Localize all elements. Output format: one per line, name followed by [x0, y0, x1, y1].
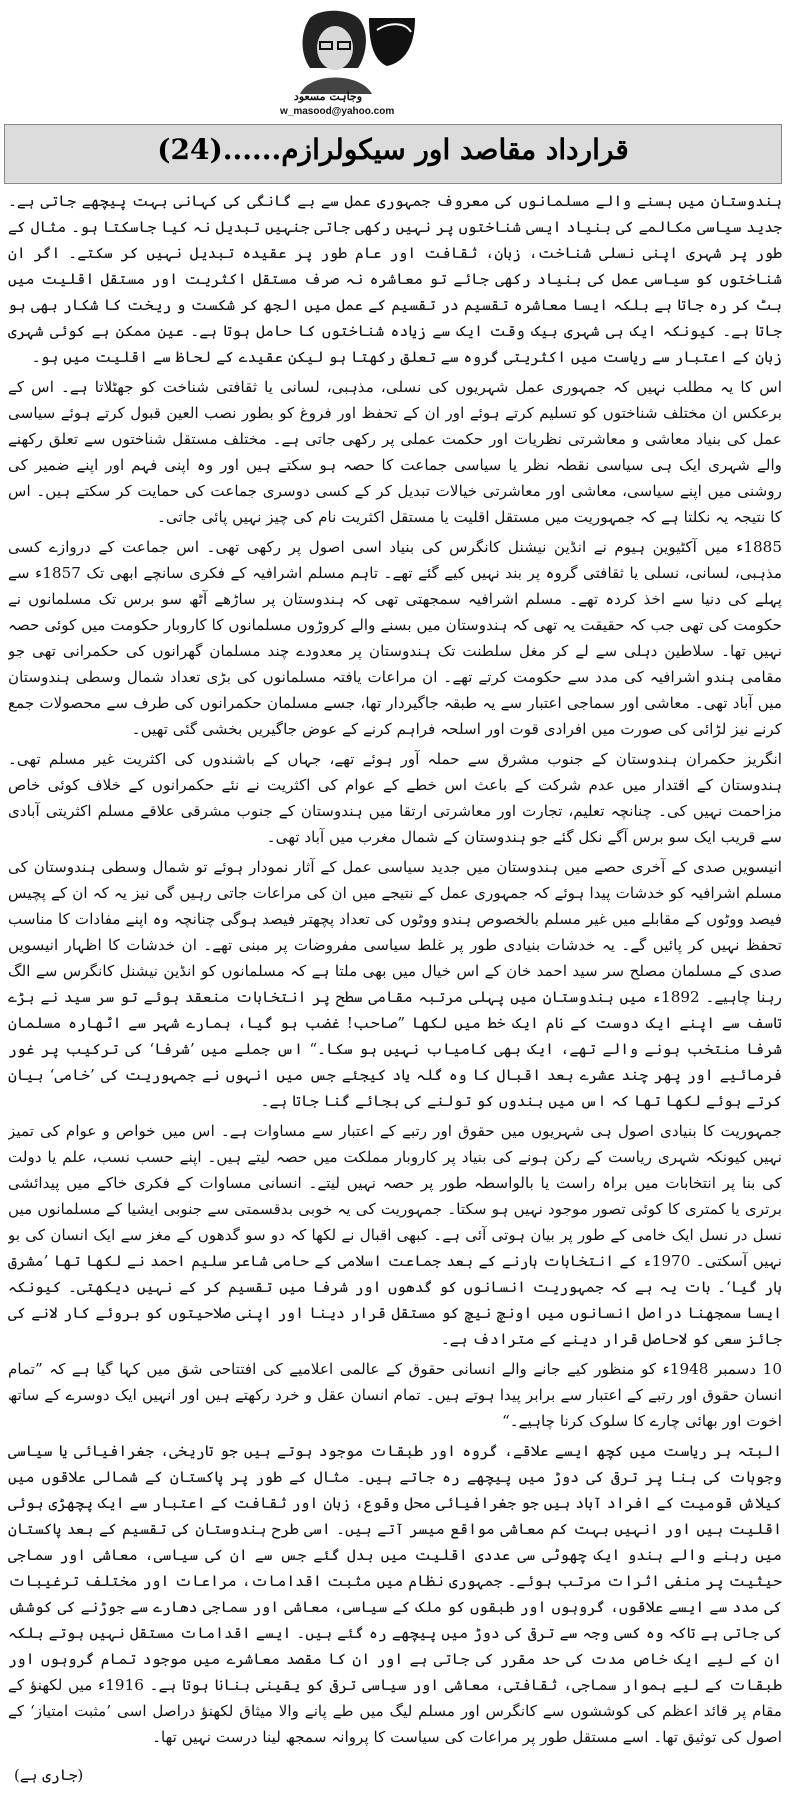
paragraph: 1885ء میں آکٹیوین ہیوم نے انڈین نیشنل کانگرس کی بنیاد اسی اصول پر رکھی تھی۔ اس جماعت کے دروازے کسی مذہبی، لسانی، نسلی یا ثقافتی گروہ پر بند نہیں کیے گئے تھے۔ تاہم مسلم اشرافیہ کے فکری سانچے ابھی تک 1857ء سے پہلے کی دنیا سے اخذ کردہ تھے۔ مسلم اشرافیہ سمجھتی تھی کہ ہندوستان پر ساڑھے آٹھ سو برس تک مسلمانوں نے حکومت کی تھی جب کہ حقیقت یہ تھی کہ ہندوستان میں بسنے والے کروڑوں مسلمانوں کا کاروبار حکومت میں کوئی حصہ نہیں تھا۔ سلاطین دہلی سے لے کر مغل سلطنت تک ہندوستان پر معدودے چند مسلمان گھرانوں کی حکمرانی تھی جو مقامی ہندو اشرافیہ کی مدد سے حکومت کرتے تھے۔ ان مراعات یافتہ مسلمانوں کی بڑی تعداد شمال وسطی ہندوستان میں آباد تھی۔ معاشی اور سماجی اعتبار سے یہ طبقہ جاگیردار تھا، جسے مسلمان حکمرانوں کی طرف سے محصولات جمع کرنے نیز لڑائی کی صورت میں افرادی قوت اور اسلحہ فراہم کرنے کے عوض جاگیریں بخشی گئی تھیں۔	[8, 538, 782, 738]
author-name: وجاہت مسعود	[293, 90, 363, 103]
author-email: w_masood@yahoo.com	[280, 106, 395, 117]
paragraph: اس کا یہ مطلب نہیں کہ جمہوری عمل شہریوں کی نسلی، مذہبی، لسانی یا ثقافتی شناخت کو جھٹلاتا ہے۔ اس کے برعکس ان مختلف شناختوں کو تسلیم کرتے ہوئے اور ان کے تحفظ اور فروغ کو بطور نصب العین قبول کرتے ہوئے سیاسی عمل کی بنیاد معاشی و معاشرتی نظریات اور حکمت عملی پر رکھی جاتی ہے۔ مختلف مستقل شناختوں سے تعلق رکھنے والے شہری ایک ہی سیاسی نقطہ نظر یا سیاسی جماعت کا حصہ ہو سکتے ہیں اور وہ اپنی فہم اور اپنے ضمیر کی روشنی میں اپنے سیاسی، معاشی اور معاشرتی خیالات تبدیل کر کے کسی دوسری جماعت کی حمایت کر سکتے ہیں۔ اس کا نتیجہ یہ نکلتا ہے کہ جمہوریت میں مستقل اقلیت یا مستقل اکثریت نام کی چیز نہیں پائی جاتی۔	[8, 378, 782, 526]
paragraph: ہندوستان میں بسنے والے مسلمانوں کی معروف جمہوری عمل سے بے گانگی کی کہانی بہت پیچھے جاتی ہے۔ جدید سیاسی مکالمے کی بنیاد ایسی شناختوں پر نہیں رکھی جاتی جنہیں تبدیل نہ کیا جاسکتا ہو۔ مثال کے طور پر شہری اپنی نسلی شناخت، زبان، ثقافت اور عام طور پر عقیدہ تبدیل نہیں کر سکتے۔ اگر ان شناختوں کو سیاسی عمل کی بنیاد رکھی جائے تو معاشرہ نہ صرف مستقل اکثریت اور مستقل اقلیت میں بٹ کر رہ جاتا ہے بلکہ ایسا معاشرہ تقسیم در تقسیم کے عمل میں الجھ کر شکست و ریخت کا شکار بھی ہو جاتا ہے۔ کیونکہ ایک ہی شہری بیک وقت ایک سے زیادہ شناختوں کا حامل ہوتا ہے۔ عین ممکن ہے کوئی شہری زبان کے اعتبار سے ریاست میں اکثریتی گروہ سے تعلق رکھتا ہو لیکن عقیدے کے لحاظ سے اقلیت میں ہو۔	[8, 192, 782, 366]
paragraph: انیسویں صدی کے آخری حصے میں ہندوستان میں جدید سیاسی عمل کے آثار نمودار ہوئے تو شمال وسطی ہندوستان کی مسلم اشرافیہ کو خدشات پیدا ہوئے کہ جمہوری عمل کے نتیجے میں ان کی مراعات جاتی رہیں گی نیز یہ کہ ان کے پچیس فیصد ووٹوں کے مقابلے میں غیر مسلم بالخصوص ہندو ووٹوں کی تعداد پچھتر فیصد ہوگی چنانچہ وہ اپنے مفادات کا مناسب تحفظ نہیں کر پائیں گے۔ یہ خدشات بنیادی طور پر غلط سیاسی مفروضات پر مبنی تھے۔ ان خدشات کا اظہار انیسویں صدی کے مسلمان مصلح سر سید احمد خان کے اس خیال میں بھی ملتا ہے کہ مسلمانوں کو انڈین نیشنل کانگرس سے الگ رہنا چاہیے۔ 1892ء میں ہندوستان میں پہلی مرتبہ مقامی سطح پر انتخابات منعقد ہوئے تو سر سید نے بڑے تاسف سے اپنے ایک دوست کے نام ایک خط میں لکھا ”صاحب! غضب ہو گیا، ہمارے شہر سے اٹھارہ مسلمان شرفا منتخب ہونے والے تھے، ایک بھی کامیاب نہیں ہو سکا۔“ اس جملے میں ’شرفا‘ کی ترکیب پر غور فرمائیے اور پھر چند عشرے بعد اقبال کا وہ گلہ یاد کیجئے جس میں انہوں نے جمہوریت کی ’خامی‘ بیان کرتے ہوئے لکھا تھا کہ اس میں بندوں کو تولنے کی بجائے گنا جاتا ہے۔	[8, 858, 782, 1110]
column-byline	[270, 6, 420, 118]
paragraph: انگریز حکمران ہندوستان کے جنوب مشرق سے حملہ آور ہوئے تھے، جہاں کے باشندوں کی اکثریت غیر مسلم تھی۔ ہندوستان کے اقتدار میں عدم شرکت کے باعث اس خطے کے عوام کی اکثریت نے نئے حکمرانوں کے خلاف کوئی خاص مزاحمت نہیں کی۔ چنانچہ تعلیم، تجارت اور معاشرتی ارتقا میں ہندوستان کے جنوب مشرقی علاقے مسلم اکثریتی آبادی سے قریب ایک سو برس آگے نکل گئے جو ہندوستان کے شمال مغرب میں آباد تھی۔	[8, 750, 782, 846]
continuation-note: (جاری ہے)	[14, 1766, 84, 1784]
article-body	[8, 188, 782, 1768]
title-banner	[4, 124, 782, 184]
paragraph: 10 دسمبر 1948ء کو منظور کیے جانے والے انسانی حقوق کے عالمی اعلامیے کی افتتاحی شق میں کہا گیا ہے کہ ”تمام انسان حقوق اور رتبے کے اعتبار سے برابر پیدا ہوتے ہیں۔ تمام انسان عقل و خرد رکھتے ہیں اور انہیں ایک دوسرے کے ساتھ اخوت اور بھائی چارے کا سلوک کرنا چاہیے۔“	[8, 1360, 782, 1430]
column-logo-icon	[365, 12, 419, 68]
paragraph: البتہ ہر ریاست میں کچھ ایسے علاقے، گروہ اور طبقات موجود ہوتے ہیں جو تاریخی، جغرافیائی یا سیاسی وجوہات کی بنا پر ترقی کی دوڑ میں پیچھے رہ جاتے ہیں۔ مثال کے طور پر پاکستان کے شمالی علاقوں میں کیلاش قومیت کے افراد آباد ہیں جو جغرافیائی محل وقوع، زبان اور ثقافت کے اعتبار سے ایک پچھڑی ہوئی اقلیت ہیں اور انہیں بہت کم معاشی مواقع میسر آتے ہیں۔ اسی طرح ہندوستان کی تقسیم کے بعد پاکستان میں رہنے والے ہندو ایک چھوٹی سی عددی اقلیت میں بدل گئے جس سے ان کی سیاسی، معاشی اور سماجی حیثیت پر منفی اثرات مرتب ہوئے۔ جمہوری نظام میں مثبت اقدامات، مراعات اور مختلف ترغیبات کی مدد سے ایسے علاقوں، گروہوں اور طبقوں کو ملک کے سیاسی، معاشی اور سماجی دھارے سے جوڑنے کی کوشش کی جاتی ہے تاکہ وہ کسی وجہ سے ترقی کی دوڑ میں پیچھے رہ گئے ہیں۔ ایسے اقدامات مستقل نہیں ہوتے بلکہ ان کے لیے ایک خاص مدت کی حد مقرر کی جاتی ہے اور ان کا مقصد معاشرے میں موجود تمام گروہوں اور طبقات کے لیے ہموار سماجی، ثقافتی، معاشی اور سیاسی ترقی کو یقینی بنانا ہوتا ہے۔ 1916ء میں لکھنؤ کے مقام پر قائد اعظم کی کوششوں سے کانگرس اور مسلم لیگ میں طے پانے والا میثاق لکھنؤ دراصل اسی ’مثبت امتیاز‘ کے اصول کی توثیق تھا۔ اسے مستقل طور پر مراعات کی سیاست کا پروانہ سمجھ لینا درست نہیں تھا۔	[8, 1442, 782, 1746]
article-title: قرارداد مقاصد اور سیکولرازم......(24)	[157, 133, 629, 166]
paragraph: جمہوریت کا بنیادی اصول ہی شہریوں میں حقوق اور رتبے کے اعتبار سے مساوات ہے۔ اس میں خواص و عوام کی تمیز نہیں کیونکہ شہری ریاست کے رکن ہونے کی بنیاد پر کاروبار مملکت میں حصہ لیتے ہیں۔ اپنے حسب نسب، علم یا دولت کی بنا پر انتخابات میں براہ راست یا بالواسطہ طور پر حصہ نہیں لیتے۔ انسانی مساوات کے فکری خاکے میں پیدائشی برتری یا کمتری کا کوئی تصور موجود نہیں ہو سکتا۔ جمہوریت کی یہ خوبی بدقسمتی سے جنوبی ایشیا کے مسلمانوں میں نسل در نسل ایک خامی کے طور پر بیان ہوتی آئی ہے۔ کبھی اقبال نے لکھا کہ دو سو گدھوں کے مغز سے ایک انسان کی بو نہیں آسکتی۔ 1970ء کے انتخابات ہارنے کے بعد جماعت اسلامی کے حامی شاعر سلیم احمد نے لکھا تھا ’مشرق ہار گیا‘۔ بات یہ ہے کہ جمہوریت انسانوں کو گدھوں اور شرفا میں تقسیم کر کے نہیں دیکھتی۔ کیونکہ ایسا سمجھنا دراصل انسانوں میں اونچ نیچ کو مستقل قرار دینا اور اپنی صلاحیتوں کو بروئے کار لانے کی جائز سعی کو لاحاصل قرار دینے کے مترادف ہے۔	[8, 1122, 782, 1348]
